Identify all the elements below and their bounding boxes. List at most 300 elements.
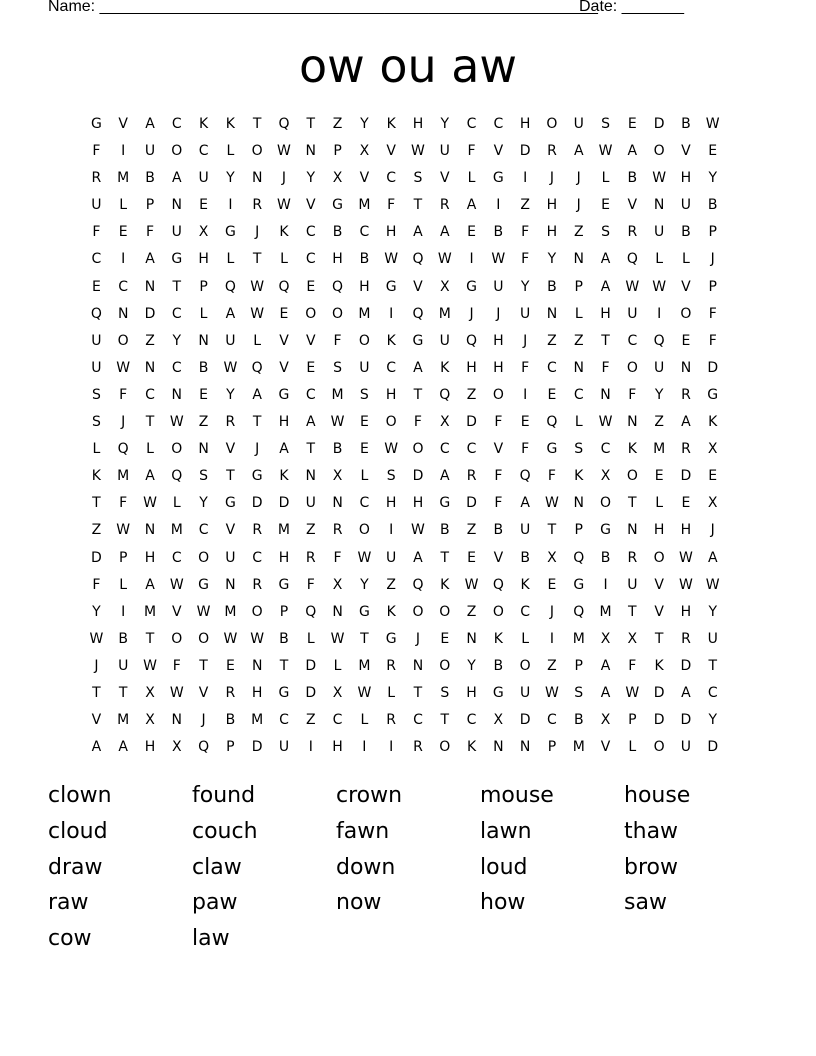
grid-letter: T [306, 116, 316, 132]
grid-letter: M [358, 305, 371, 322]
grid-letter: C [198, 143, 209, 160]
grid-letter: N [225, 576, 236, 593]
grid-letter: U [707, 630, 718, 647]
grid-letter: Q [224, 278, 236, 295]
grid-letter: A [707, 549, 718, 566]
grid-letter: F [601, 359, 610, 376]
grid-letter: W [330, 414, 345, 431]
grid-letter: T [252, 414, 262, 431]
grid-letter: U [439, 332, 450, 349]
grid-letter: A [145, 576, 155, 593]
grid-letter: X [707, 441, 718, 458]
grid-letter: A [145, 116, 155, 132]
grid-letter: C [198, 522, 209, 539]
grid-letter: S [91, 414, 101, 431]
grid-letter: K [440, 576, 450, 593]
grid-letter: R [252, 522, 263, 539]
grid-letter: O [626, 359, 638, 376]
grid-letter: Y [467, 657, 476, 674]
grid-letter: Y [226, 386, 235, 403]
grid-letter: O [626, 468, 638, 485]
grid-letter: U [520, 522, 531, 539]
grid-letter: L [360, 468, 369, 485]
grid-letter: E [225, 657, 235, 674]
grid-letter: A [91, 739, 102, 756]
grid-letter: C [439, 441, 450, 458]
grid-letter: M [143, 603, 157, 620]
grid-letter: U [359, 359, 370, 376]
grid-letter: A [118, 739, 128, 756]
grid-letter: R [547, 143, 557, 160]
grid-letter: R [386, 712, 397, 729]
grid-letter: Q [492, 576, 504, 593]
grid-letter: A [145, 468, 155, 485]
grid-letter: B [707, 197, 718, 214]
grid-letter: L [92, 441, 101, 458]
grid-letter: T [252, 251, 262, 268]
grid-letter: A [439, 468, 450, 485]
grid-letter: M [438, 305, 451, 322]
grid-letter: F [494, 495, 503, 512]
grid-letter: N [519, 739, 531, 756]
grid-letter: Z [547, 657, 557, 674]
grid-letter: P [708, 224, 717, 241]
grid-letter: A [600, 684, 611, 701]
grid-letter: C [118, 278, 129, 295]
grid-letter: K [627, 441, 637, 458]
grid-letter: W [491, 251, 506, 268]
grid-letter: W [437, 251, 452, 268]
grid-letter: F [708, 305, 717, 322]
grid-letter: J [576, 197, 581, 214]
grid-letter: Z [91, 522, 102, 539]
grid-letter: O [653, 739, 665, 756]
grid-letter: O [439, 603, 451, 620]
grid-letter: A [279, 441, 289, 458]
grid-letter: J [415, 630, 421, 647]
grid-letter: R [252, 576, 263, 593]
grid-letter: W [545, 684, 559, 701]
grid-letter: G [412, 332, 424, 349]
grid-letter: K [386, 332, 396, 349]
grid-letter: F [494, 468, 503, 485]
grid-letter: F [333, 332, 342, 349]
grid-letter: Z [547, 332, 557, 349]
grid-letter: B [279, 630, 289, 647]
grid-letter: K [91, 468, 101, 485]
grid-letter: W [598, 143, 613, 160]
grid-letter: I [469, 251, 474, 268]
grid-letter: P [574, 657, 583, 674]
grid-letter: E [199, 386, 209, 403]
grid-letter: J [549, 170, 555, 187]
grid-letter: C [171, 549, 182, 566]
grid-letter: A [681, 684, 691, 701]
grid-letter: V [654, 603, 664, 620]
grid-letter: Y [654, 386, 664, 403]
grid-letter: U [520, 305, 531, 322]
grid-letter: U [680, 197, 692, 214]
grid-letter: R [681, 386, 691, 403]
grid-letter: O [492, 603, 504, 620]
grid-letter: T [172, 278, 182, 295]
grid-letter: M [653, 441, 666, 458]
puzzle-title: ow ou aw [298, 39, 518, 93]
grid-letter: Q [466, 332, 478, 349]
grid-letter: W [143, 495, 157, 512]
grid-letter: X [439, 278, 450, 295]
grid-letter: U [91, 197, 102, 214]
grid-letter: N [332, 603, 343, 620]
grid-letter: J [469, 305, 474, 322]
grid-letter: B [359, 251, 370, 268]
grid-letter: L [199, 305, 208, 322]
grid-letter: R [91, 170, 102, 187]
grid-letter: R [386, 657, 397, 674]
grid-letter: E [520, 414, 530, 431]
grid-letter: U [91, 332, 102, 349]
grid-letter: N [573, 359, 584, 376]
grid-letter: N [653, 197, 665, 214]
grid-letter: E [467, 224, 476, 241]
grid-letter: H [680, 522, 692, 539]
grid-letter: M [170, 522, 183, 539]
grid-letter: V [386, 143, 396, 160]
grid-letter: W [250, 278, 265, 295]
grid-letter: F [521, 224, 530, 241]
grid-letter: N [600, 386, 611, 403]
grid-letter: C [359, 495, 370, 512]
grid-letter: K [574, 468, 584, 485]
grid-letter: Y [306, 170, 316, 187]
grid-letter: O [171, 143, 183, 160]
grid-letter: R [225, 414, 236, 431]
grid-letter: E [359, 414, 369, 431]
grid-letter: F [494, 414, 503, 431]
grid-letter: G [278, 576, 290, 593]
grid-letter: U [520, 684, 531, 701]
grid-letter: F [708, 332, 717, 349]
grid-letter: T [413, 684, 423, 701]
grid-letter: X [332, 576, 343, 593]
grid-letter: W [169, 576, 184, 593]
grid-letter: M [117, 468, 130, 485]
grid-letter: V [359, 170, 370, 187]
grid-letter: O [305, 305, 317, 322]
grid-letter: D [653, 116, 665, 132]
grid-letter: Y [708, 603, 717, 620]
grid-letter: V [118, 116, 128, 132]
grid-letter: U [171, 224, 182, 241]
grid-letter: R [305, 549, 316, 566]
grid-letter: O [198, 630, 210, 647]
grid-letter: D [466, 495, 477, 512]
grid-letter: O [385, 414, 397, 431]
grid-letter: Q [117, 441, 129, 458]
grid-letter: V [279, 332, 289, 349]
grid-letter: A [520, 495, 530, 512]
grid-letter: C [547, 712, 557, 729]
grid-letter: N [546, 305, 558, 322]
grid-letter: F [119, 386, 128, 403]
grid-letter: N [493, 739, 504, 756]
grid-letter: H [680, 170, 692, 187]
word-bank-item: mouse [480, 783, 554, 808]
grid-letter: E [708, 468, 718, 485]
grid-letter: X [198, 224, 209, 241]
grid-letter: C [332, 712, 343, 729]
grid-letter: D [680, 712, 692, 729]
word-bank-item: crown [336, 783, 403, 808]
grid-letter: V [439, 170, 450, 187]
grid-letter: Q [412, 305, 424, 322]
grid-letter: W [705, 116, 720, 132]
word-bank-item: cow [48, 926, 92, 952]
grid-letter: K [493, 630, 503, 647]
grid-letter: B [332, 224, 343, 241]
grid-letter: W [196, 603, 211, 620]
grid-letter: I [549, 630, 555, 647]
grid-letter: A [466, 197, 477, 214]
grid-letter: N [627, 522, 638, 539]
grid-letter: O [412, 441, 424, 458]
grid-letter: T [92, 684, 101, 701]
grid-letter: E [681, 495, 691, 512]
grid-letter: A [225, 305, 236, 322]
grid-letter: X [600, 630, 611, 647]
grid-letter: Z [654, 414, 664, 431]
grid-letter: L [226, 251, 235, 268]
grid-letter: Q [412, 251, 424, 268]
grid-letter: U [144, 143, 156, 160]
grid-letter: W [330, 630, 345, 647]
grid-letter: S [333, 359, 343, 376]
grid-letter: U [198, 170, 209, 187]
grid-letter: I [523, 386, 528, 403]
grid-letter: Z [466, 386, 477, 403]
grid-letter: J [710, 522, 715, 539]
grid-letter: W [169, 684, 184, 701]
grid-letter: G [224, 224, 236, 241]
grid-letter: S [440, 684, 450, 701]
grid-letter: L [655, 251, 664, 268]
grid-letter: A [600, 278, 611, 295]
grid-letter: W [679, 576, 693, 593]
grid-letter: L [360, 712, 369, 729]
grid-letter: A [252, 386, 262, 403]
grid-letter: U [493, 278, 504, 295]
word-bank-item: law [192, 926, 230, 952]
grid-letter: D [144, 305, 156, 322]
grid-letter: O [358, 332, 370, 349]
grid-letter: N [171, 712, 183, 729]
grid-letter: B [493, 224, 504, 241]
grid-letter: C [520, 603, 531, 620]
grid-letter: W [411, 143, 425, 160]
grid-letter: G [224, 495, 236, 512]
grid-letter: I [496, 197, 501, 214]
grid-letter: Q [278, 278, 290, 295]
grid-letter: W [169, 414, 184, 431]
grid-letter: L [172, 495, 181, 512]
grid-letter: G [385, 630, 397, 647]
grid-letter: K [466, 739, 477, 756]
grid-letter: K [198, 116, 209, 132]
word-bank-item: clown [48, 783, 112, 808]
grid-letter: E [601, 197, 610, 214]
grid-letter: L [467, 170, 476, 187]
grid-letter: E [627, 116, 637, 132]
grid-letter: A [413, 549, 423, 566]
grid-letter: T [226, 468, 235, 485]
grid-letter: J [255, 441, 260, 458]
grid-letter: N [573, 251, 584, 268]
grid-letter: H [198, 251, 209, 268]
grid-letter: Q [573, 549, 585, 566]
grid-letter: W [277, 143, 291, 160]
grid-letter: C [413, 712, 423, 729]
grid-letter: D [251, 495, 263, 512]
grid-letter: C [600, 441, 611, 458]
grid-letter: O [439, 739, 451, 756]
grid-letter: I [389, 739, 394, 756]
grid-letter: S [91, 386, 101, 403]
grid-letter: N [171, 197, 183, 214]
grid-letter: F [521, 441, 530, 458]
grid-letter: V [493, 441, 504, 458]
grid-letter: H [412, 116, 424, 132]
grid-letter: P [279, 603, 289, 620]
grid-letter: Z [386, 576, 396, 593]
grid-letter: A [439, 224, 450, 241]
grid-letter: C [91, 251, 102, 268]
grid-letter: G [358, 603, 370, 620]
name-field-label: Name: ________________________________________________________ [48, 0, 598, 15]
grid-letter: T [547, 522, 557, 539]
grid-letter: O [251, 143, 263, 160]
grid-letter: Q [519, 468, 531, 485]
grid-letter: M [277, 522, 291, 539]
word-bank-item: paw [192, 890, 238, 916]
grid-letter: N [198, 332, 209, 349]
grid-letter: L [119, 576, 128, 593]
grid-letter: M [331, 386, 344, 403]
grid-letter: K [708, 414, 718, 431]
grid-letter: L [146, 441, 154, 458]
grid-letter: C [707, 684, 718, 701]
grid-letter: H [385, 224, 397, 241]
word-bank-item: lawn [480, 818, 532, 844]
grid-letter: E [279, 305, 289, 322]
grid-letter: E [547, 576, 557, 593]
grid-letter: W [545, 495, 559, 512]
grid-letter: T [440, 712, 450, 729]
grid-letter: X [547, 549, 557, 566]
grid-letter: I [228, 197, 233, 214]
grid-letter: Q [90, 305, 102, 322]
word-bank-item: brow [624, 854, 678, 880]
grid-letter: H [359, 278, 370, 295]
word-bank-item: cloud [48, 818, 108, 844]
grid-letter: V [627, 197, 638, 214]
grid-letter: S [413, 170, 423, 187]
grid-letter: P [628, 712, 637, 729]
grid-letter: C [386, 170, 397, 187]
grid-letter: U [118, 657, 129, 674]
grid-letter: H [653, 522, 665, 539]
grid-letter: Z [520, 197, 530, 214]
grid-letter: F [413, 414, 422, 431]
grid-letter: P [547, 739, 557, 756]
grid-letter: D [412, 468, 424, 485]
grid-letter: Q [278, 116, 290, 132]
grid-letter: T [279, 657, 289, 674]
grid-letter: G [573, 576, 585, 593]
grid-letter: B [145, 170, 155, 187]
grid-letter: V [600, 739, 611, 756]
grid-letter: N [466, 630, 477, 647]
grid-letter: T [440, 549, 450, 566]
grid-letter: E [681, 332, 691, 349]
grid-letter: Q [626, 251, 638, 268]
grid-letter: G [251, 468, 263, 485]
grid-letter: Z [198, 414, 209, 431]
grid-letter: C [466, 441, 477, 458]
grid-letter: F [521, 251, 530, 268]
grid-letter: L [119, 197, 128, 214]
grid-letter: V [681, 278, 691, 295]
grid-letter: O [117, 332, 129, 349]
grid-letter: G [385, 278, 397, 295]
grid-letter: V [225, 441, 236, 458]
grid-letter: P [574, 522, 583, 539]
grid-letter: P [118, 549, 128, 566]
grid-letter: X [600, 468, 611, 485]
grid-letter: U [225, 332, 236, 349]
grid-letter: Y [226, 170, 235, 187]
grid-letter: V [493, 549, 504, 566]
grid-letter: L [521, 630, 530, 647]
grid-letter: R [681, 441, 691, 458]
grid-letter: W [384, 251, 399, 268]
grid-letter: N [412, 657, 424, 674]
grid-letter: R [466, 468, 477, 485]
grid-letter: L [387, 684, 396, 701]
grid-letter: F [521, 359, 530, 376]
grid-letter: P [708, 278, 717, 295]
grid-letter: B [332, 441, 343, 458]
grid-letter: F [333, 549, 342, 566]
grid-letter: P [333, 143, 342, 160]
grid-letter: H [493, 332, 504, 349]
grid-letter: I [121, 251, 126, 268]
grid-letter: V [654, 576, 664, 593]
grid-letter: X [332, 468, 343, 485]
grid-letter: N [144, 359, 156, 376]
grid-letter: K [440, 359, 450, 376]
grid-letter: A [413, 359, 423, 376]
grid-letter: T [654, 630, 664, 647]
grid-letter: N [332, 495, 343, 512]
grid-letter: E [306, 278, 316, 295]
grid-letter: U [627, 576, 638, 593]
grid-letter: X [359, 143, 370, 160]
grid-letter: I [362, 739, 367, 756]
grid-letter: G [600, 522, 611, 539]
grid-letter: O [492, 386, 504, 403]
grid-letter: Q [198, 739, 210, 756]
grid-letter: X [332, 170, 343, 187]
